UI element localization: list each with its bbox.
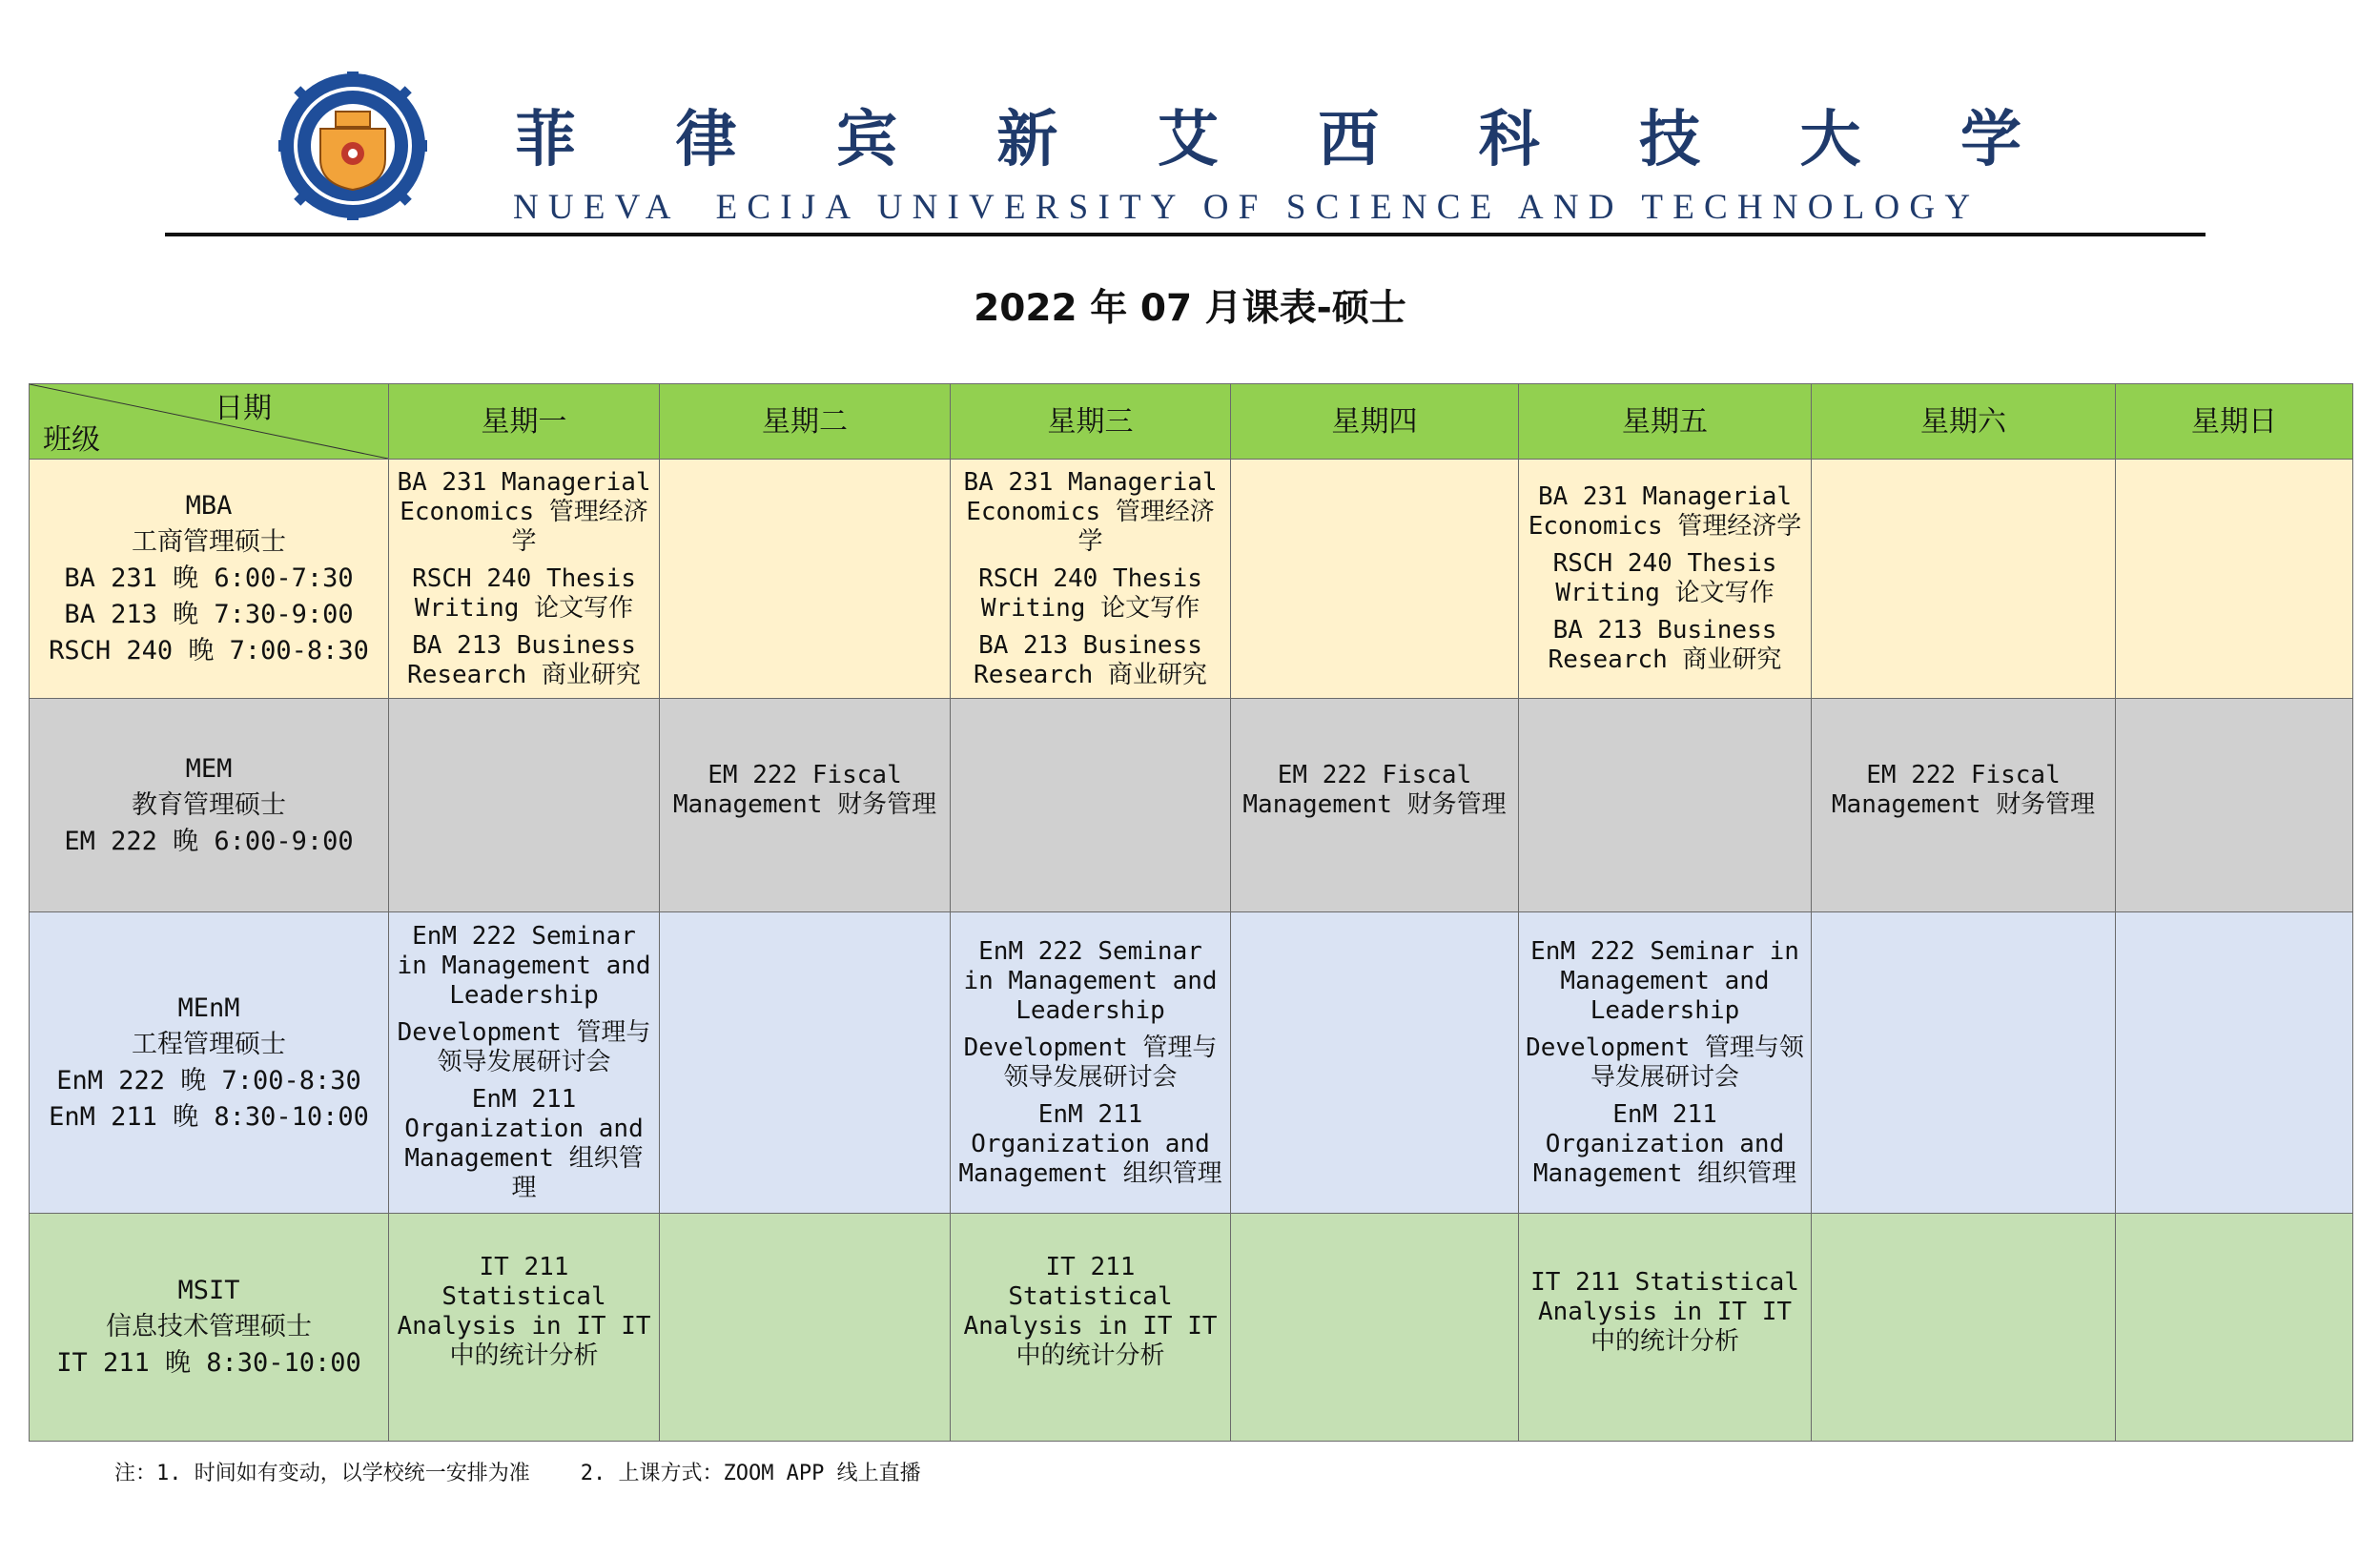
- course-entry: EnM 211 Organization and Management 组织管理: [958, 1099, 1222, 1188]
- university-name-char: 大: [1799, 104, 1861, 175]
- course-list: [1525, 482, 1805, 675]
- course-entry: Development 管理与领导发展研讨会: [1526, 1033, 1804, 1092]
- schedule-cell: [1812, 460, 2116, 699]
- schedule-title: 2022 年 07 月课表-硕士: [974, 287, 1406, 330]
- day-header: 星期日: [2116, 384, 2353, 460]
- course-entry: BA 213 Business Research 商业研究: [1548, 616, 1782, 674]
- day-header: 星期二: [660, 384, 951, 460]
- schedule-cell: [951, 1214, 1231, 1442]
- course-entry: RSCH 240 Thesis Writing 论文写作: [412, 563, 636, 623]
- course-entry: BA 213 Business Research 商业研究: [407, 630, 641, 689]
- schedule-cell: [660, 1214, 951, 1442]
- course-entry: EnM 222 Seminar in Management and Leadership: [963, 936, 1218, 1025]
- university-seal-logo: [278, 72, 427, 220]
- schedule-cell: [1812, 912, 2116, 1214]
- schedule-cell: [1231, 1214, 1519, 1442]
- schedule-cell: [1519, 1214, 1812, 1442]
- course-list: [395, 922, 653, 1203]
- program-cell: [30, 460, 389, 699]
- schedule-cell: [1519, 699, 1812, 912]
- corner-class-label: 班级: [43, 423, 100, 457]
- program-name: 教育管理硕士: [132, 789, 286, 820]
- course-entry: EnM 222 Seminar in Management and Leadership: [1530, 936, 1799, 1025]
- course-list: [956, 468, 1224, 690]
- schedule-cell: [2116, 460, 2353, 699]
- day-header: 星期四: [1231, 384, 1519, 460]
- schedule-cell: [1519, 460, 1812, 699]
- program-name: 工程管理硕士: [132, 1029, 286, 1059]
- course-entry: RSCH 240 Thesis Writing 论文写作: [1552, 549, 1777, 607]
- schedule-cell: [389, 912, 660, 1214]
- schedule-cell: [2116, 912, 2353, 1214]
- course-entry: Development 管理与领导发展研讨会: [397, 1018, 651, 1076]
- course-entry: BA 213 Business Research 商业研究: [974, 630, 1207, 689]
- program-cell: [30, 912, 389, 1214]
- course-entry: BA 231 Managerial Economics 管理经济学: [963, 467, 1218, 556]
- schedule-cell: [2116, 1214, 2353, 1442]
- course-list: [666, 761, 944, 820]
- course-entry: EnM 211 Organization and Management 组织管理: [404, 1085, 644, 1202]
- course-list: [1817, 761, 2109, 820]
- course-entry: RSCH 240 Thesis Writing 论文写作: [978, 563, 1202, 623]
- university-name-char: 技: [1639, 104, 1701, 175]
- day-header: 星期六: [1812, 384, 2116, 460]
- program-time: IT 211 晚 8:30-10:00: [56, 1348, 361, 1378]
- schedule-row-msit: [30, 1214, 2353, 1442]
- course-entry: IT 211 Statistical Analysis in IT IT 中的统计分析: [963, 1253, 1218, 1370]
- corner-date-label: 日期: [215, 392, 272, 425]
- program-code: MBA: [185, 491, 233, 521]
- schedule-cell: [389, 1214, 660, 1442]
- day-header: 星期五: [1519, 384, 1812, 460]
- program-code: MSIT: [177, 1276, 240, 1305]
- schedule-cell: [1812, 1214, 2116, 1442]
- program-name: 工商管理硕士: [132, 527, 286, 557]
- course-entry: EM 222 Fiscal Management 财务管理: [672, 760, 937, 819]
- schedule-cell: [660, 699, 951, 912]
- university-name-char: 艾: [1157, 104, 1219, 175]
- course-entry: IT 211 Statistical Analysis in IT IT 中的统计分析: [1530, 1267, 1799, 1356]
- course-entry: BA 231 Managerial Economics 管理经济学: [1528, 482, 1802, 541]
- program-code: MEnM: [177, 993, 240, 1023]
- course-entry: EnM 222 Seminar in Management and Leadership: [397, 922, 651, 1010]
- schedule-row-menm: [30, 912, 2353, 1214]
- program-code: MEM: [185, 753, 233, 784]
- university-name-char: 新: [996, 104, 1058, 175]
- course-entry: Development 管理与领导发展研讨会: [963, 1033, 1218, 1092]
- program-cell: [30, 1214, 389, 1442]
- day-header: 星期三: [951, 384, 1231, 460]
- course-list: [395, 1253, 653, 1371]
- program-time: BA 213 晚 7:30-9:00: [64, 600, 354, 629]
- schedule-cell: [1231, 699, 1519, 912]
- program-time: RSCH 240 晚 7:00-8:30: [49, 636, 369, 665]
- schedule-cell: [951, 912, 1231, 1214]
- course-entry: EM 222 Fiscal Management 财务管理: [1831, 760, 2096, 819]
- university-name-char: 律: [675, 104, 737, 175]
- university-name-char: 西: [1318, 104, 1380, 175]
- university-name-char: 科: [1478, 104, 1540, 175]
- schedule-cell: [951, 699, 1231, 912]
- schedule-cell: [660, 460, 951, 699]
- course-list: [1237, 761, 1512, 820]
- program-time: EM 222 晚 6:00-9:00: [64, 826, 354, 856]
- program-time: BA 231 晚 6:00-7:30: [64, 563, 354, 593]
- schedule-cell: [951, 460, 1231, 699]
- program-time: EnM 222 晚 7:00-8:30: [56, 1065, 361, 1095]
- university-name-char: 菲: [515, 104, 576, 175]
- schedule-cell: [1231, 460, 1519, 699]
- university-name-chinese: [515, 92, 2021, 177]
- course-entry: EnM 211 Organization and Management 组织管理: [1532, 1099, 1797, 1188]
- course-list: [956, 937, 1224, 1189]
- schedule-cell: [2116, 699, 2353, 912]
- course-list: [1525, 1268, 1805, 1357]
- schedule-cell: [1231, 912, 1519, 1214]
- schedule-cell: [1812, 699, 2116, 912]
- program-name: 信息技术管理硕士: [106, 1312, 312, 1341]
- course-list: [1525, 937, 1805, 1189]
- schedule-table: [29, 383, 2353, 1442]
- course-entry: EM 222 Fiscal Management 财务管理: [1242, 760, 1507, 819]
- corner-header-cell: [30, 384, 389, 460]
- university-name-char: 学: [1959, 104, 2021, 175]
- header-divider: [165, 233, 2206, 236]
- schedule-row-mem: [30, 699, 2353, 912]
- university-name-english: NUEVA ECIJA UNIVERSITY OF SCIENCE AND TECHNOLOGY: [513, 188, 1980, 227]
- day-header: 星期一: [389, 384, 660, 460]
- schedule-cell: [1519, 912, 1812, 1214]
- schedule-cell: [660, 912, 951, 1214]
- course-entry: BA 231 Managerial Economics 管理经济学: [397, 467, 651, 556]
- program-cell: [30, 699, 389, 912]
- course-list: [395, 468, 653, 690]
- program-time: EnM 211 晚 8:30-10:00: [49, 1101, 369, 1132]
- schedule-cell: [389, 699, 660, 912]
- table-header-row: [30, 384, 2353, 460]
- schedule-row-mba: [30, 460, 2353, 699]
- course-list: [956, 1253, 1224, 1371]
- schedule-cell: [389, 460, 660, 699]
- course-entry: IT 211 Statistical Analysis in IT IT 中的统计分析: [397, 1253, 651, 1370]
- footnote: 注：1. 时间如有变动，以学校统一安排为准 2. 上课方式：ZOOM APP 线上直播: [114, 1462, 921, 1485]
- university-name-char: 宾: [835, 104, 897, 175]
